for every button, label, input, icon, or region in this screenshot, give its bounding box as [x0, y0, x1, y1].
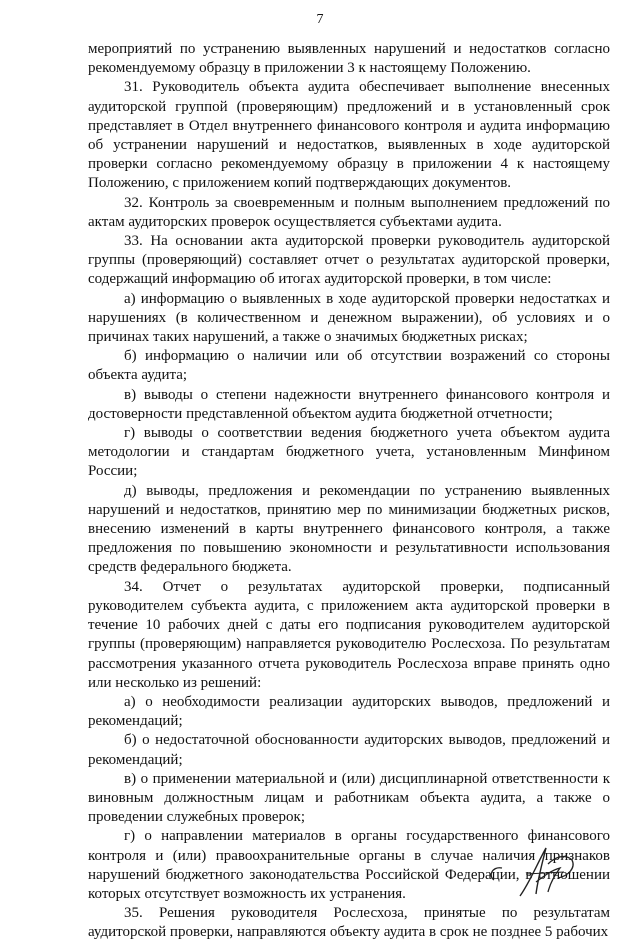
paragraph-33-a: а) информацию о выявленных в ходе аудиторской проверки недостатках и нарушениях (в количественном и денежном выражении), об условиях и о причинах таких нарушений, а также о значимых бюджетных рисках;: [88, 290, 610, 346]
paragraph-31: 31. Руководитель объекта аудита обеспечивает выполнение внесенных аудиторской группой (проверяющим) предложений и в установленный срок представляет в Отдел внутреннего финансового контроля и аудита информацию об устранении нарушений и недостатков, выявленных в ходе аудиторской проверки согласно рекомендуемому образцу в приложении 4 к настоящему Положению, с приложением копий подтверждающих документов.: [88, 79, 610, 192]
paragraph-33-v: в) выводы о степени надежности внутреннего финансового контроля и достоверности представленной объектом аудита бюджетной отчетности;: [88, 386, 610, 422]
paragraph-34-a: а) о необходимости реализации аудиторских выводов, предложений и рекомендаций;: [88, 693, 610, 730]
paragraph-33-g: г) выводы о соответствии ведения бюджетного учета объектом аудита методологии и стандартам бюджетного учета, установленным Минфином России;: [88, 425, 610, 480]
handwritten-signature: [480, 842, 590, 900]
paragraph-35: 35. Решения руководителя Рослесхоза, принятые по результатам аудиторской проверки, направляются объекту аудита в срок не позднее 5 рабочих: [88, 905, 610, 941]
paragraph-34-g: г) о направлении материалов в органы государственного финансового контроля и (или) правоохранительные органы в случае наличия признаков нарушений бюджетного законодательства Российской Федерации, в отношении которых отсутствует возможность их устранения.: [88, 828, 610, 902]
paragraph-33-d: д) выводы, предложения и рекомендации по устранению выявленных нарушений и недостатков, принятию мер по минимизации бюджетных рисков, внесению изменений в карты внутреннего финансового контроля, а также предложения по повышению экономности и результативности использования средств федерального бюджета.: [88, 482, 610, 576]
paragraph-32: 32. Контроль за своевременным и полным выполнением предложений по актам аудиторских проверок осуществляется субъектами аудита.: [88, 194, 610, 230]
paragraph-34-b: б) о недостаточной обоснованности аудиторских выводов, предложений и рекомендаций;: [88, 732, 610, 768]
paragraph-33-b: б) информацию о наличии или об отсутствии возражений со стороны объекта аудита;: [88, 348, 610, 384]
paragraph-34: 34. Отчет о результатах аудиторской проверки, подписанный руководителем субъекта аудита, с приложением акта аудиторской проверки в течение 10 рабочих дней с даты его подписания руководителем аудиторской группы (проверяющим) направляется руководителю Рослесхоза. По результатам рассмотрения указанного отчета руководитель Рослесхоза вправе принять одно или несколько из решений:: [88, 578, 610, 691]
paragraph-33: 33. На основании акта аудиторской проверки руководитель аудиторской группы (проверяющий) составляет отчет о результатах аудиторской проверки, содержащий информацию об итогах аудиторской проверки, в том числе:: [88, 233, 610, 288]
paragraph-continuation: мероприятий по устранению выявленных нарушений и недостатков согласно рекомендуемому образцу в приложении 3 к настоящему Положению.: [88, 41, 610, 77]
document-body: [88, 40, 610, 943]
paragraph-34-v: в) о применении материальной и (или) дисциплинарной ответственности к виновным должностным лицам и работникам объекта аудита, а также о проведении служебных проверок;: [88, 770, 610, 826]
page-number: 7: [316, 12, 324, 27]
